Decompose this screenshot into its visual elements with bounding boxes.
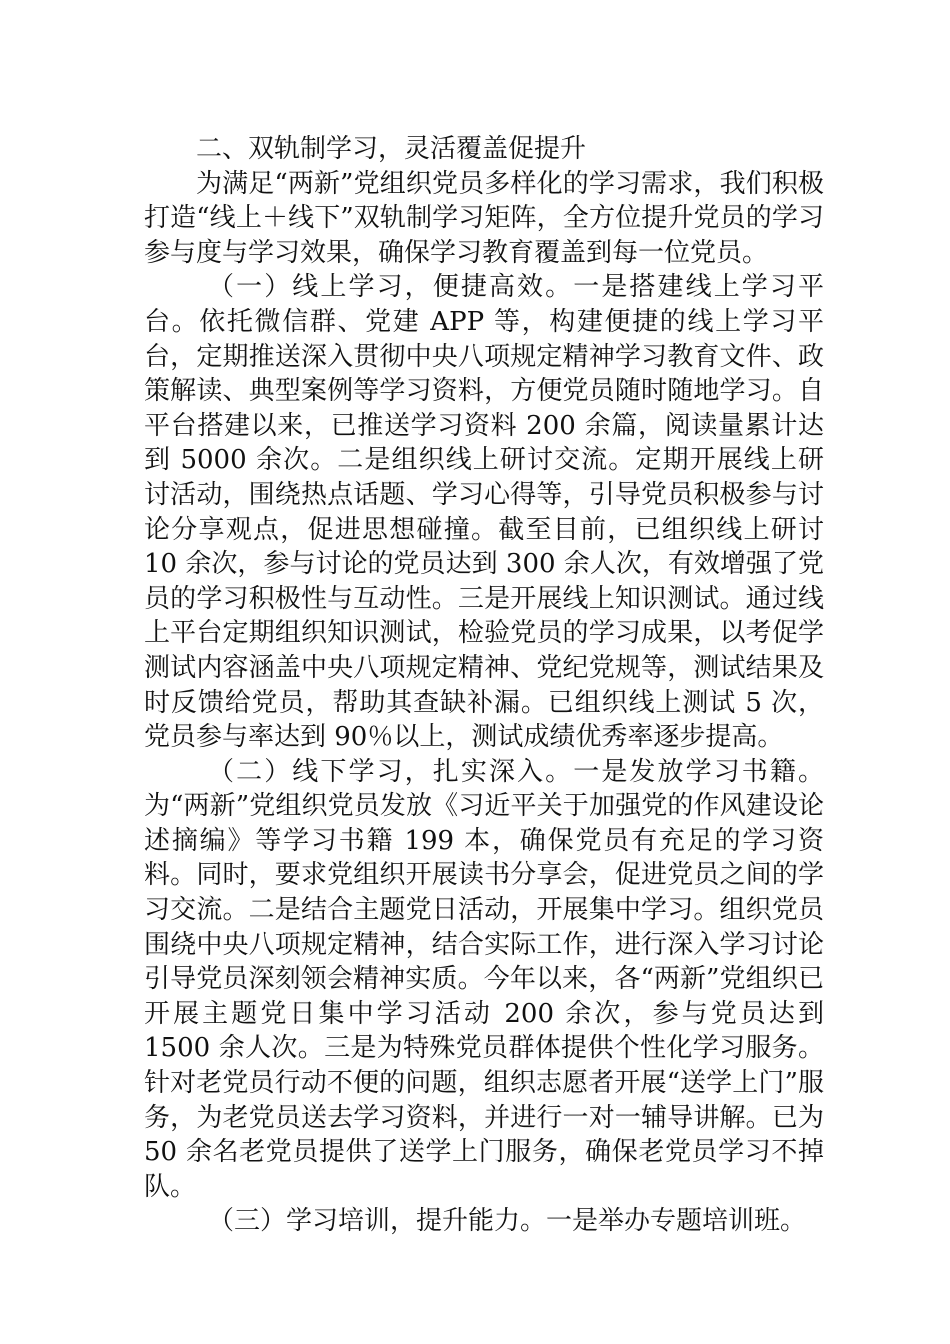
intro-paragraph: 为满足“两新”党组织党员多样化的学习需求，我们积极打造“线上＋线下”双轨制学习矩阵，全方位提升党员的学习参与度与学习效果，确保学习教育覆盖到每一位党员。 [144,168,824,268]
online-learning-paragraph: （一）线上学习，便捷高效。一是搭建线上学习平台。依托微信群、党建 APP 等，构建便捷的线上学习平台，定期推送深入贯彻中央八项规定精神学习教育文件、政策解读、典型案例等学习资料，方便党员随时随地学习。自平台搭建以来，已推送学习资料 200 余篇，阅读量累计达到 5000 余次。二是组织线上研讨交流。定期开展线上研讨活动，围绕热点话题、学习心得等，引导党员积极参与讨论分享观点，促进思想碰撞。截至目前，已组织线上研讨 10 余次，参与讨论的党员达到 300 余人次，有效增强了党员的学习积极性与互动性。三是开展线上知识测试。通过线上平台定期组织知识测试，检验党员的学习成果，以考促学测试内容涵盖中央八项规定精神、党纪党规等，测试结果及时反馈给党员，帮助其查缺补漏。已组织线上测试 5 次，党员参与率达到 90％以上，测试成绩优秀率逐步提高。 [144,272,824,753]
document-body [144,132,824,1239]
training-paragraph: （三）学习培训，提升能力。一是举办专题培训班。 [208,1206,807,1237]
offline-learning-paragraph: （二）线下学习，扎实深入。一是发放学习书籍。为“两新”党组织党员发放《习近平关于加强党的作风建设论述摘编》等学习书籍 199 本，确保党员有充足的学习资料。同时，要求党组织开展读书分享会，促进党员之间的学习交流。二是结合主题党日活动，开展集中学习。组织党员围绕中央八项规定精神，结合实际工作，进行深入学习讨论引导党员深刻领会精神实质。今年以来，各“两新”党组织已开展主题党日集中学习活动 200 余次，参与党员达到 1500 余人次。三是为特殊党员群体提供个性化学习服务。针对老党员行动不便的问题，组织志愿者开展“送学上门”服务，为老党员送去学习资料，并进行一对一辅导讲解。已为 50 余名老党员提供了送学上门服务，确保老党员学习不掉队。 [144,756,824,1202]
section-heading: 二、双轨制学习，灵活覆盖促提升 [196,134,587,164]
